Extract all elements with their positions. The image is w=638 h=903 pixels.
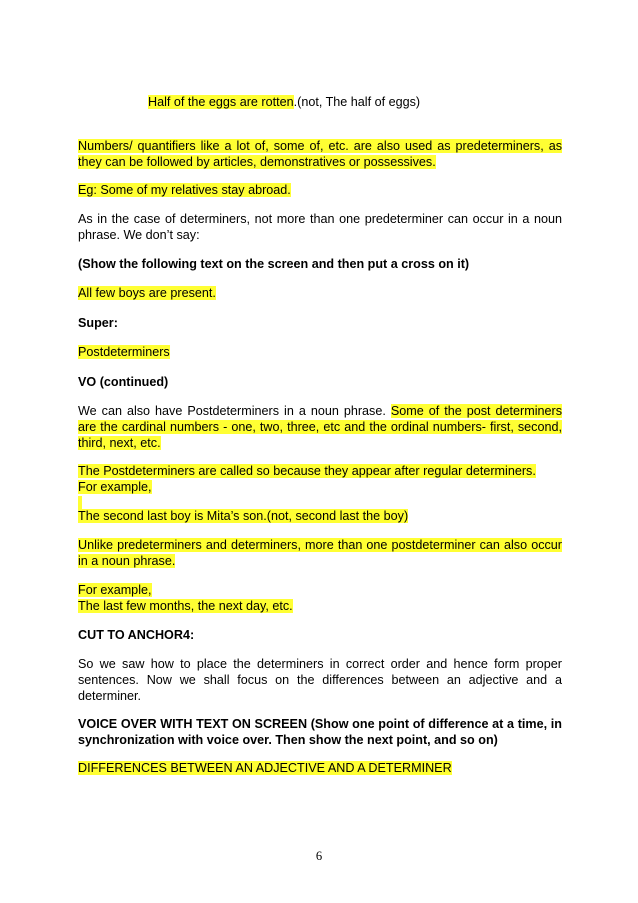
heading-postdeterminers <box>78 344 562 360</box>
plain-text: .(not, The half of eggs) <box>293 95 421 109</box>
paragraph-one-predeterminer <box>78 211 562 243</box>
super-label <box>78 315 562 331</box>
plain-text: We can also have Postdeterminers in a noun phrase. <box>78 404 391 418</box>
highlighted-text: Eg: Some of my relatives stay abroad. <box>78 183 291 197</box>
highlighted-text: Postdeterminers <box>78 345 170 359</box>
bold-text: Super: <box>78 316 118 330</box>
example-relatives <box>78 182 562 198</box>
cut-to-anchor-label <box>78 627 562 643</box>
paragraph-postdeterminers-intro <box>78 403 562 451</box>
highlighted-text: Half of the eggs are rotten <box>148 95 294 109</box>
instruction-cross-text <box>78 256 562 272</box>
bold-text: CUT TO ANCHOR4: <box>78 628 195 642</box>
highlighted-text: All few boys are present. <box>78 286 216 300</box>
highlighted-text: Unlike predeterminers and determiners, more than one postdeterminer can also occur in a noun phrase. <box>78 538 562 568</box>
highlighted-text: DIFFERENCES BETWEEN AN ADJECTIVE AND A DETERMINER <box>78 761 452 775</box>
highlighted-text: Numbers/ quantifiers like a lot of, some of, etc. are also used as predeterminers, as they can be followed by articles, demonstratives or possessives. <box>78 139 562 169</box>
plain-text: So we saw how to place the determiners in correct order and hence form proper sentences. Now we shall focus on the differences between an adjective and a determiner. <box>78 657 562 703</box>
highlighted-text: For example, <box>78 583 152 597</box>
page-number: 6 <box>315 849 323 863</box>
bold-text: VOICE OVER WITH TEXT ON SCREEN (Show one point of difference at a time, in synchronization with voice over. Then show the next point, and so on) <box>78 717 562 747</box>
plain-text: As in the case of determiners, not more than one predeterminer can occur in a noun phrase. We don’t say: <box>78 212 562 242</box>
highlighted-text: Some of the post determiners are the cardinal numbers - one, two, three, etc and the ordinal numbers- first, second, third, next, etc. <box>78 404 563 450</box>
vo-continued-label <box>78 374 562 390</box>
bold-text: VO (continued) <box>78 375 169 389</box>
example-half-of-eggs <box>148 94 562 110</box>
example-second-last-boy <box>78 508 562 524</box>
heading-differences <box>78 760 562 776</box>
highlighted-text: The last few months, the next day, etc. <box>78 599 293 613</box>
voice-over-instruction <box>78 716 562 748</box>
paragraph-summary <box>78 656 562 704</box>
highlighted-text: The Postdeterminers are called so because they appear after regular determiners. <box>78 464 536 478</box>
example-last-few-months <box>78 582 562 614</box>
paragraph-multiple-postdeterminers <box>78 537 562 569</box>
example-few-boys <box>78 285 562 301</box>
paragraph-quantifiers <box>78 138 562 170</box>
bold-text: (Show the following text on the screen and then put a cross on it) <box>78 257 470 271</box>
highlighted-text: For example, <box>78 480 152 494</box>
paragraph-postdeterminers-named <box>78 463 562 511</box>
highlighted-text: The second last boy is Mita’s son.(not, second last the boy) <box>78 509 409 523</box>
